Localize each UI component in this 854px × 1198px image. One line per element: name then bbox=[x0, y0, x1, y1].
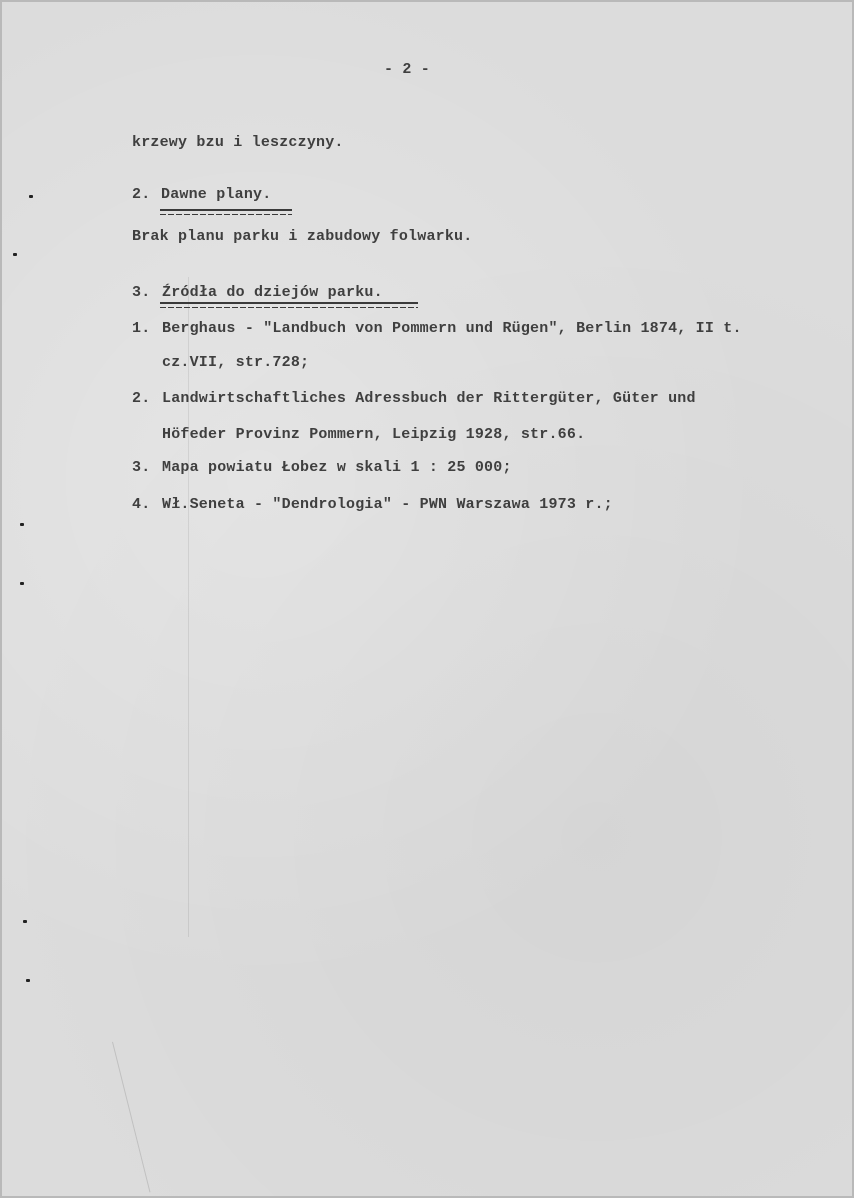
punch-mark-5 bbox=[23, 920, 27, 923]
heading-underline-sources bbox=[160, 302, 418, 304]
source-2-line-1: Landwirtschaftliches Adressbuch der Rittergüter, Güter und bbox=[162, 390, 696, 407]
source-3-line-1: Mapa powiatu Łobez w skali 1 : 25 000; bbox=[162, 459, 512, 476]
punch-mark-4 bbox=[20, 582, 24, 585]
punch-mark-2 bbox=[13, 253, 17, 256]
plans-text: Brak planu parku i zabudowy folwarku. bbox=[132, 228, 473, 245]
source-1-line-2: cz.VII, str.728; bbox=[162, 354, 310, 371]
intro-line: krzewy bzu i leszczyny. bbox=[132, 134, 344, 151]
source-number-4: 4. bbox=[132, 496, 151, 513]
punch-mark-1 bbox=[29, 195, 33, 198]
section-number-2: 2. bbox=[132, 186, 151, 203]
section-number-3: 3. bbox=[132, 284, 151, 301]
paper-fold-line bbox=[188, 277, 189, 937]
section-heading-plans: Dawne plany. bbox=[161, 186, 272, 203]
source-number-1: 1. bbox=[132, 320, 151, 337]
heading-underline-plans-2 bbox=[160, 214, 292, 215]
source-number-3: 3. bbox=[132, 459, 151, 476]
source-4-line-1: Wł.Seneta - "Dendrologia" - PWN Warszawa 1973 r.; bbox=[162, 496, 613, 513]
punch-mark-3 bbox=[20, 523, 24, 526]
punch-mark-6 bbox=[26, 979, 30, 982]
heading-underline-sources-2 bbox=[160, 307, 418, 308]
source-1-line-1: Berghaus - "Landbuch von Pommern und Rügen", Berlin 1874, II t. bbox=[162, 320, 742, 337]
source-2-line-2: Höfeder Provinz Pommern, Leipzig 1928, str.66. bbox=[162, 426, 586, 443]
source-number-2: 2. bbox=[132, 390, 151, 407]
document-page bbox=[2, 2, 852, 1196]
page-number: - 2 - bbox=[384, 61, 431, 78]
section-heading-sources: Źródła do dziejów parku. bbox=[162, 284, 383, 301]
heading-underline-plans bbox=[160, 209, 292, 211]
paper-crease bbox=[112, 1042, 150, 1193]
